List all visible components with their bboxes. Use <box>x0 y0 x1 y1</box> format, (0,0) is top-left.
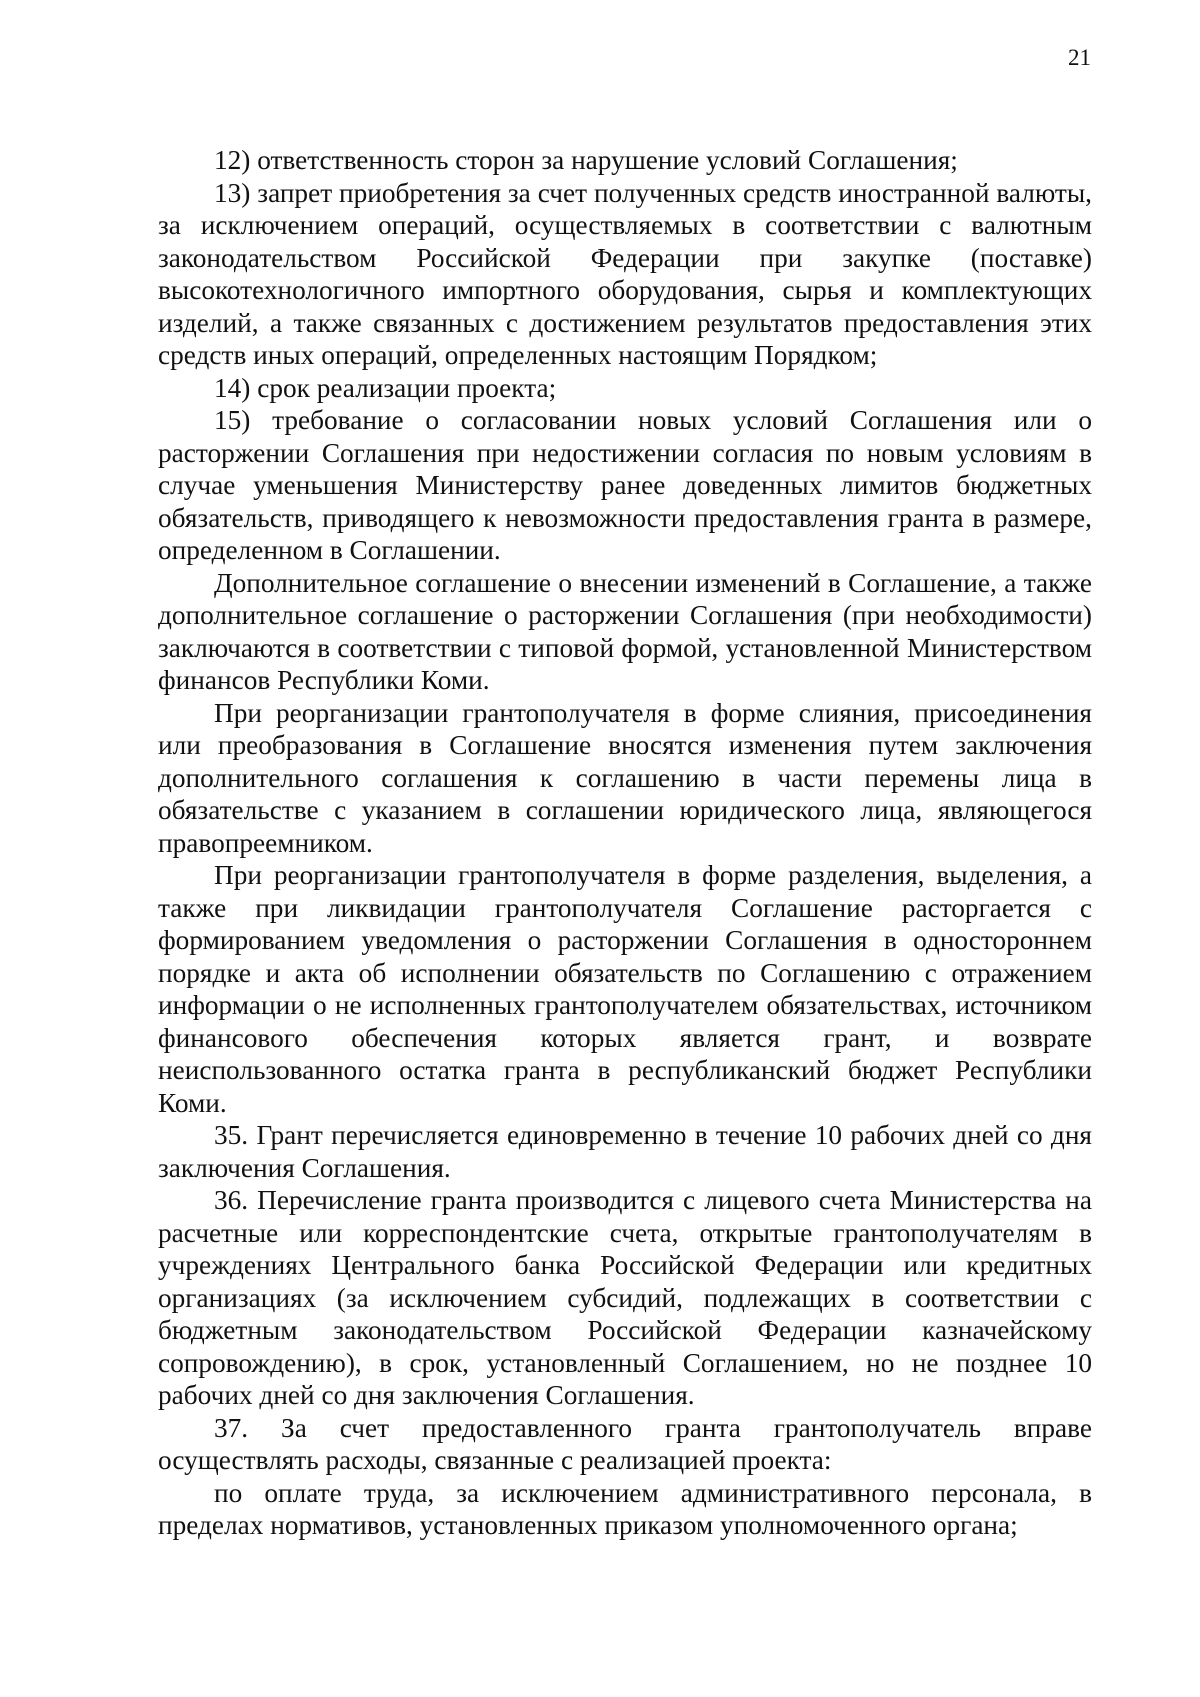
paragraph-additional-agreement: Дополнительное соглашение о внесении изменений в Соглашение, а также дополнительное соглашение о расторжении Соглашения (при необходимости) заключаются в соответствии с типовой формой, установленной Министерством финансов Республики Коми. <box>158 567 1092 695</box>
paragraph-clause-36: 36. Перечисление гранта производится с лицевого счета Министерства на расчетные или корреспондентские счета, открытые грантополучателям в учреждениях Центрального банка Российской Федерации или кредитных организациях (за исключением субсидий, подлежащих в соответствии с бюджетным законодательством Российской Федерации казначейскому сопровождению), в срок, установленный Соглашением, но не позднее 10 рабочих дней со дня заключения Соглашения. <box>158 1185 1092 1410</box>
paragraph-item-15: 15) требование о согласовании новых условий Соглашения или о расторжении Соглашения при недостижении согласия по новым условиям в случае уменьшения Министерству ранее доведенных лимитов бюджетных обязательств, приводящего к невозможности предоставления гранта в размере, определенном в Соглашении. <box>158 405 1092 565</box>
paragraph-item-14: 14) срок реализации проекта; <box>214 372 557 403</box>
paragraph-clause-35: 35. Грант перечисляется единовременно в течение 10 рабочих дней со дня заключения Соглашения. <box>158 1120 1092 1183</box>
paragraph-item-13: 13) запрет приобретения за счет полученных средств иностранной валюты, за исключением операций, осуществляемых в соответствии с валютным законодательством Российской Федерации при закупке (поставке) высокотехнологичного импортного оборудования, сырья и комплектующих изделий, а также связанных с достижением результатов предоставления этих средств иных операций, определенных настоящим Порядком; <box>158 177 1092 370</box>
paragraph-reorganization-division: При реорганизации грантополучателя в форме разделения, выделения, а также при ликвидации грантополучателя Соглашение расторгается с формированием уведомления о расторжении Соглашения в одностороннем порядке и акта об исполнении обязательств по Соглашению с отражением информации о не исполненных грантополучателем обязательствах, источником финансового обеспечения которых является грант, и возврате неиспользованного остатка гранта в республиканский бюджет Республики Коми. <box>158 860 1092 1118</box>
page-number: 21 <box>1068 45 1091 70</box>
paragraph-clause-37: 37. За счет предоставленного гранта грантополучатель вправе осуществлять расходы, связанные с реализацией проекта: <box>158 1412 1092 1475</box>
paragraph-item-12: 12) ответственность сторон за нарушение условий Соглашения; <box>214 145 958 175</box>
document-body <box>158 144 1092 1542</box>
paragraph-reorganization-merger: При реорганизации грантополучателя в форме слияния, присоединения или преобразования в Соглашение вносятся изменения путем заключения дополнительного соглашения к соглашению в части перемены лица в обязательстве с указанием в соглашении юридического лица, являющегося правопреемником. <box>158 697 1092 858</box>
paragraph-labor-costs: по оплате труда, за исключением административного персонала, в пределах нормативов, установленных приказом уполномоченного органа; <box>158 1477 1092 1540</box>
